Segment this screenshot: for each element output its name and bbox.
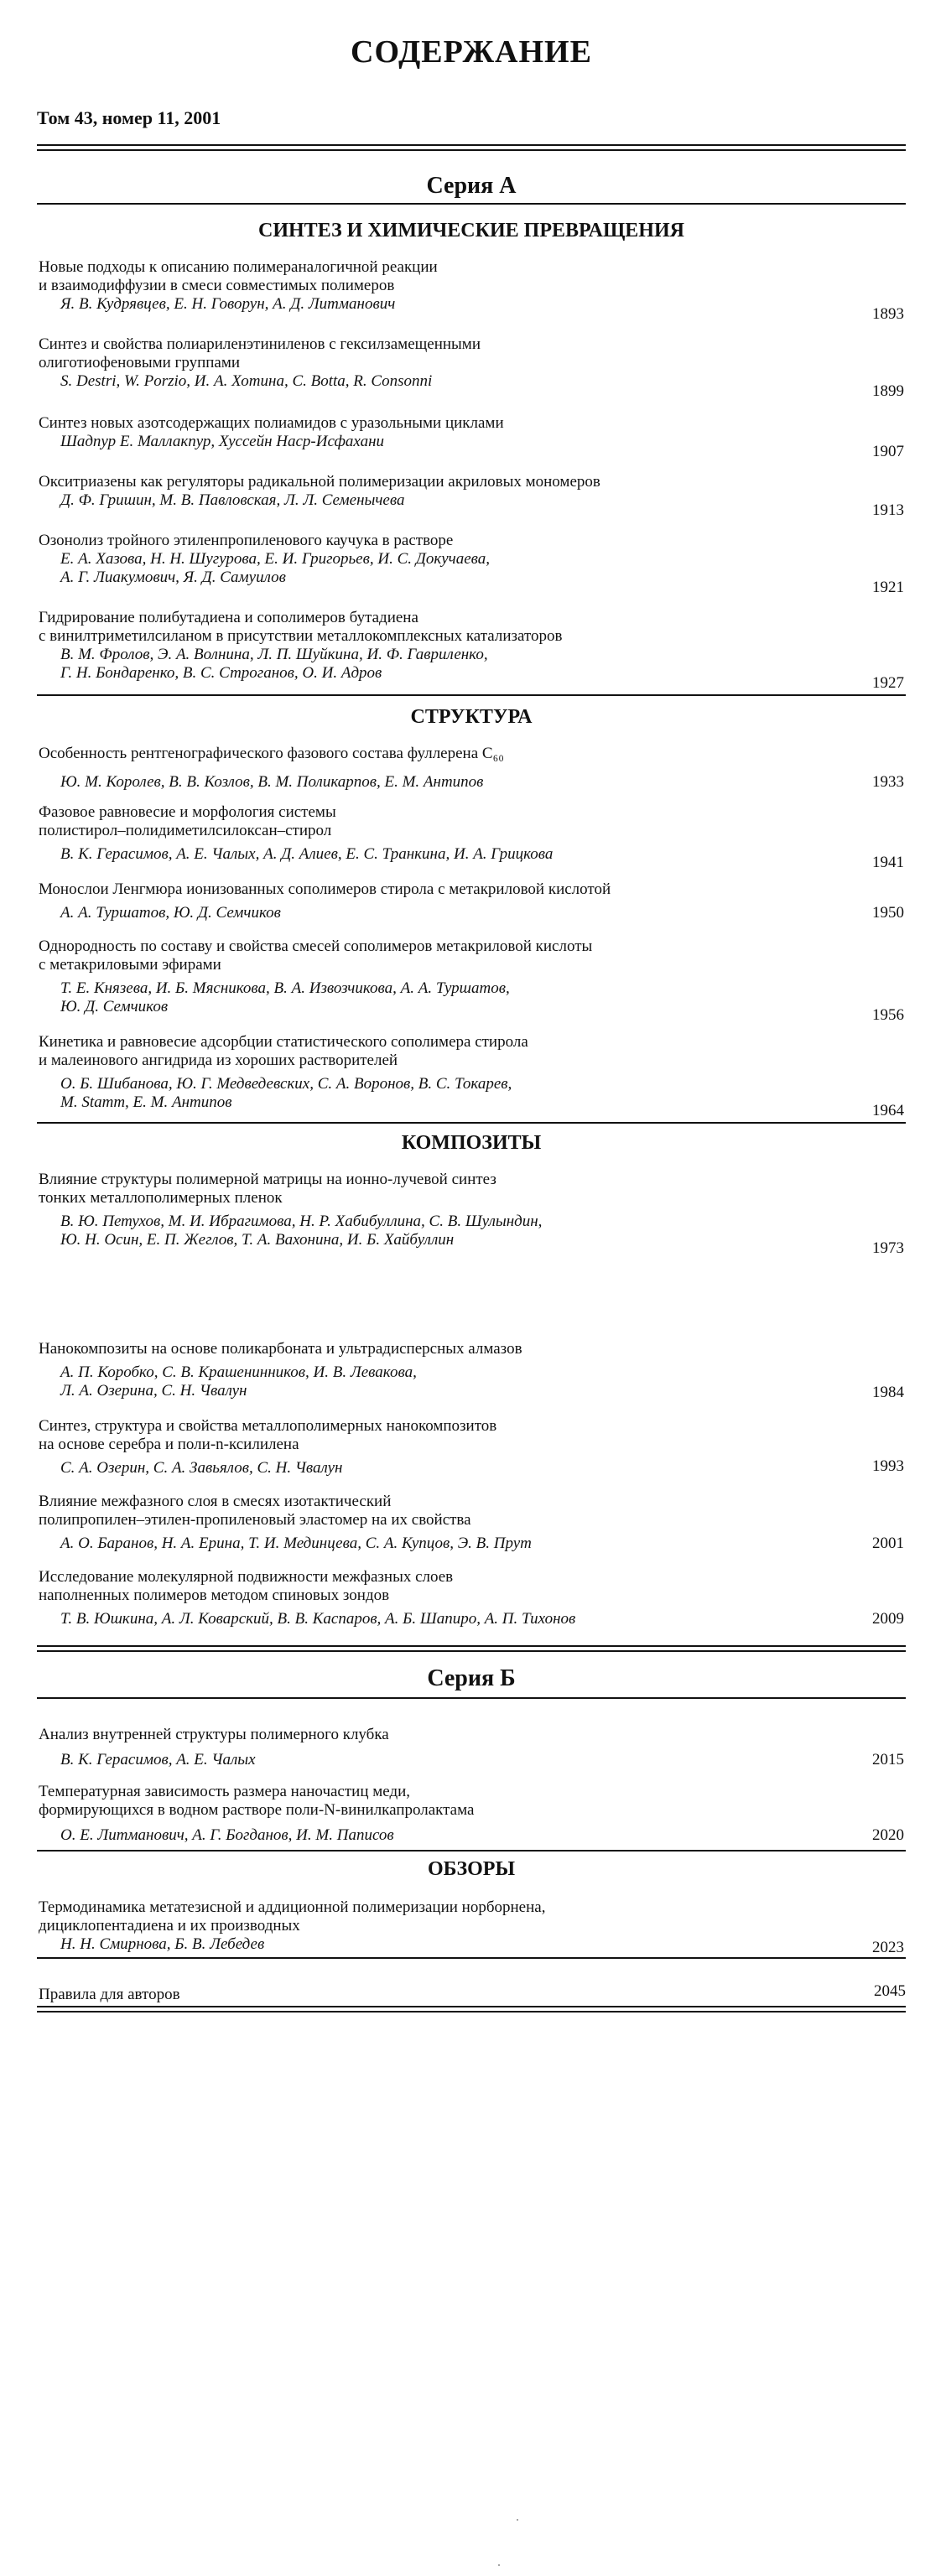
entry-page: 1950 <box>872 904 904 922</box>
entry-authors: А. П. Коробко, С. В. Крашенинников, И. В. Левакова, <box>60 1363 417 1381</box>
entry-title: Влияние межфазного слоя в смесях изотактический <box>39 1493 392 1510</box>
entry-page: 1921 <box>872 579 904 596</box>
entry-title: Нанокомпозиты на основе поликарбоната и ультрадисперсных алмазов <box>39 1340 522 1358</box>
entry-title-cont: полистирол–полидиметилсилоксан–стирол <box>39 822 332 839</box>
entry-page: 1913 <box>872 501 904 519</box>
entry-page: 1964 <box>872 1102 904 1119</box>
toc-entry[interactable] <box>39 1726 906 1769</box>
bottom-double-rule <box>37 2006 906 2012</box>
section-rule <box>37 694 906 696</box>
section-heading-composites: КОМПОЗИТЫ <box>401 1132 542 1154</box>
entry-title: Синтез новых азотсодержащих полиамидов с уразольными циклами <box>39 414 504 432</box>
section-heading-synthesis: СИНТЕЗ И ХИМИЧЕСКИЕ ПРЕВРАЩЕНИЯ <box>258 220 684 242</box>
series-b-rule <box>37 1697 906 1699</box>
entry-title: Влияние структуры полимерной матрицы на ионно-лучевой синтез <box>39 1171 496 1188</box>
entry-page: 2001 <box>872 1535 904 1552</box>
entry-title-cont: на основе серебра и поли-n-ксилилена <box>39 1436 299 1453</box>
entry-authors: В. Ю. Петухов, М. И. Ибрагимова, Н. Р. Хабибуллина, С. В. Шулындин, <box>60 1213 543 1230</box>
entry-authors: Я. В. Кудрявцев, Е. Н. Говорун, А. Д. Литманович <box>60 295 396 313</box>
scan-speck <box>498 2564 500 2566</box>
entry-title-cont: наполненных полимеров методом спиновых зондов <box>39 1587 390 1604</box>
entry-page: 1984 <box>872 1384 904 1401</box>
entry-authors-cont: Г. Н. Бондаренко, В. С. Строганов, О. И. Адров <box>60 664 382 682</box>
entry-title: Фазовое равновесие и морфология системы <box>39 803 336 821</box>
entry-title-cont: и малеинового ангидрида из хороших растворителей <box>39 1052 398 1069</box>
issue-info: Том 43, номер 11, 2001 <box>37 107 221 128</box>
series-a-heading: Серия А <box>426 173 517 199</box>
toc-entry[interactable] <box>39 1568 906 1628</box>
entry-page: 1933 <box>872 773 904 791</box>
entry-authors-cont: А. Г. Лиакумович, Я. Д. Самуилов <box>60 569 286 586</box>
entry-title: Однородность по составу и свойства смесей сополимеров метакриловой кислоты <box>39 937 593 955</box>
series-a-end-rule <box>37 1645 906 1652</box>
entry-page: 2015 <box>872 1751 904 1768</box>
page-title: СОДЕРЖАНИЕ <box>351 34 592 70</box>
entry-authors: Е. А. Хазова, Н. Н. Шугурова, Е. И. Григорьев, И. С. Докучаева, <box>60 550 491 568</box>
entry-authors: В. М. Фролов, Э. А. Волнина, Л. П. Шуйкина, И. Ф. Гавриленко, <box>60 646 488 663</box>
entry-title: Исследование молекулярной подвижности межфазных слоев <box>39 1568 454 1586</box>
entry-authors: А. О. Баранов, Н. А. Ерина, Т. И. Мединцева, С. А. Купцов, Э. В. Прут <box>60 1535 532 1552</box>
toc-entry[interactable] <box>39 1340 906 1400</box>
entry-title: Гидрирование полибутадиена и сополимеров бутадиена <box>39 609 418 626</box>
entry-title: Новые подходы к описанию полимераналогичной реакции <box>39 258 438 276</box>
entry-page: 1899 <box>872 382 904 400</box>
entry-authors: С. А. Озерин, С. А. Завьялов, С. Н. Чвалун <box>60 1459 343 1477</box>
entry-title-cont: полипропилен–этилен-пропиленовый эластомер на их свойства <box>39 1511 471 1529</box>
entry-authors: Т. В. Юшкина, А. Л. Коварский, В. В. Каспаров, А. Б. Шапиро, А. П. Тихонов <box>60 1610 576 1628</box>
entry-authors: Д. Ф. Гришин, М. В. Павловская, Л. Л. Семенычева <box>60 491 405 509</box>
top-double-rule <box>37 144 906 151</box>
authors-guidelines[interactable]: Правила для авторов <box>39 1986 180 2003</box>
entry-title-cont: с винилтриметилсиланом в присутствии металлокомплексных катализаторов <box>39 627 563 645</box>
entry-page: 1927 <box>872 674 904 692</box>
entry-authors: А. А. Туршатов, Ю. Д. Семчиков <box>60 904 281 922</box>
entry-title-cont: дициклопентадиена и их производных <box>39 1917 300 1935</box>
toc-entry[interactable] <box>39 609 906 692</box>
section-rule <box>37 1850 906 1852</box>
entry-authors: В. К. Герасимов, А. Е. Чалых <box>60 1751 256 1768</box>
entry-title-cont: и взаимодиффузии в смеси совместимых полимеров <box>39 277 395 294</box>
entry-authors: Ю. М. Королев, В. В. Козлов, В. М. Поликарпов, Е. М. Антипов <box>60 773 484 791</box>
entry-title: Особенность рентгенографического фазового состава фуллерена C₆₀ <box>39 745 504 762</box>
toc-entry[interactable] <box>39 1783 906 1845</box>
entry-page: 2020 <box>872 1826 904 1844</box>
series-b-heading: Серия Б <box>427 1665 516 1691</box>
entry-title: Температурная зависимость размера наночастиц меди, <box>39 1783 411 1800</box>
entry-page: 1893 <box>872 305 904 323</box>
toc-entry[interactable] <box>39 532 906 596</box>
toc-entry[interactable] <box>39 258 906 323</box>
entry-page: 1956 <box>872 1006 904 1024</box>
entry-title: Синтез и свойства полиариленэтиниленов с гексилзамещенными <box>39 335 481 353</box>
toc-entry[interactable] <box>39 335 906 400</box>
toc-entry[interactable] <box>39 803 906 871</box>
toc-entry[interactable] <box>39 745 906 792</box>
toc-entry[interactable] <box>39 414 906 460</box>
entry-page: 1993 <box>872 1457 904 1475</box>
entry-page: 2009 <box>872 1610 904 1628</box>
toc-entry[interactable] <box>39 1898 906 1954</box>
scan-speck <box>517 2519 518 2521</box>
section-heading-reviews: ОБЗОРЫ <box>427 1858 516 1880</box>
entry-authors-cont: Ю. Д. Семчиков <box>60 998 169 1015</box>
entry-title-cont: формирующихся в водном растворе поли-N-винилкапролактама <box>39 1801 475 1819</box>
entry-page: 1907 <box>872 443 904 460</box>
entry-title: Озонолиз тройного этиленпропиленового каучука в растворе <box>39 532 454 549</box>
entry-authors: О. Б. Шибанова, Ю. Г. Медведевских, С. А. Воронов, В. С. Токарев, <box>60 1075 512 1093</box>
section-heading-structure: СТРУКТУРА <box>410 706 533 728</box>
entry-page: 2023 <box>872 1939 904 1956</box>
entry-authors: S. Destri, W. Porzio, И. А. Хотина, C. Botta, R. Consonni <box>60 372 433 390</box>
toc-entry[interactable] <box>39 1493 906 1553</box>
entry-authors: О. Е. Литманович, А. Г. Богданов, И. М. Паписов <box>60 1826 394 1844</box>
entry-title: Монослои Ленгмюра ионизованных сополимеров стирола с метакриловой кислотой <box>39 880 611 898</box>
entry-page: 1941 <box>872 854 904 871</box>
entry-page: 1973 <box>872 1239 904 1257</box>
toc-entry[interactable] <box>39 473 906 519</box>
toc-entry[interactable] <box>39 1033 906 1119</box>
entry-authors-cont: Ю. Н. Осин, Е. П. Жеглов, Т. А. Вахонина, И. Б. Хайбуллин <box>60 1231 455 1249</box>
section-rule <box>37 1122 906 1124</box>
entry-title-cont: с метакриловыми эфирами <box>39 956 221 974</box>
entry-title-cont: тонких металлополимерных пленок <box>39 1189 283 1207</box>
entry-authors-cont: Л. А. Озерина, С. Н. Чвалун <box>60 1382 247 1400</box>
section-rule <box>37 1957 906 1959</box>
entry-title: Кинетика и равновесие адсорбции статистического сополимера стирола <box>39 1033 528 1051</box>
entry-title: Окситриазены как регуляторы радикальной полимеризации акриловых мономеров <box>39 473 600 491</box>
entry-title-cont: олиготиофеновыми группами <box>39 354 241 371</box>
entry-authors: Н. Н. Смирнова, Б. В. Лебедев <box>60 1935 265 1953</box>
entry-title: Анализ внутренней структуры полимерного клубка <box>39 1726 389 1743</box>
toc-entry[interactable] <box>39 1417 906 1478</box>
entry-authors-cont: M. Stamm, Е. М. Антипов <box>60 1093 232 1111</box>
entry-authors: Т. Е. Князева, И. Б. Мясникова, В. А. Извозчикова, А. А. Туршатов, <box>60 979 510 997</box>
series-a-rule <box>37 203 906 205</box>
authors-guidelines-page: 2045 <box>874 1982 906 2000</box>
entry-title: Синтез, структура и свойства металлополимерных нанокомпозитов <box>39 1417 497 1435</box>
toc-entry[interactable] <box>39 880 906 922</box>
toc-entry[interactable] <box>39 1171 906 1257</box>
toc-entry[interactable] <box>39 937 906 1024</box>
entry-title: Термодинамика метатезисной и аддиционной полимеризации норборнена, <box>39 1898 546 1916</box>
entry-authors: В. К. Герасимов, А. Е. Чалых, А. Д. Алиев, Е. С. Транкина, И. А. Грицкова <box>60 845 554 863</box>
entry-authors: Шадпур Е. Маллакпур, Хуссейн Наср-Исфахани <box>60 433 385 450</box>
